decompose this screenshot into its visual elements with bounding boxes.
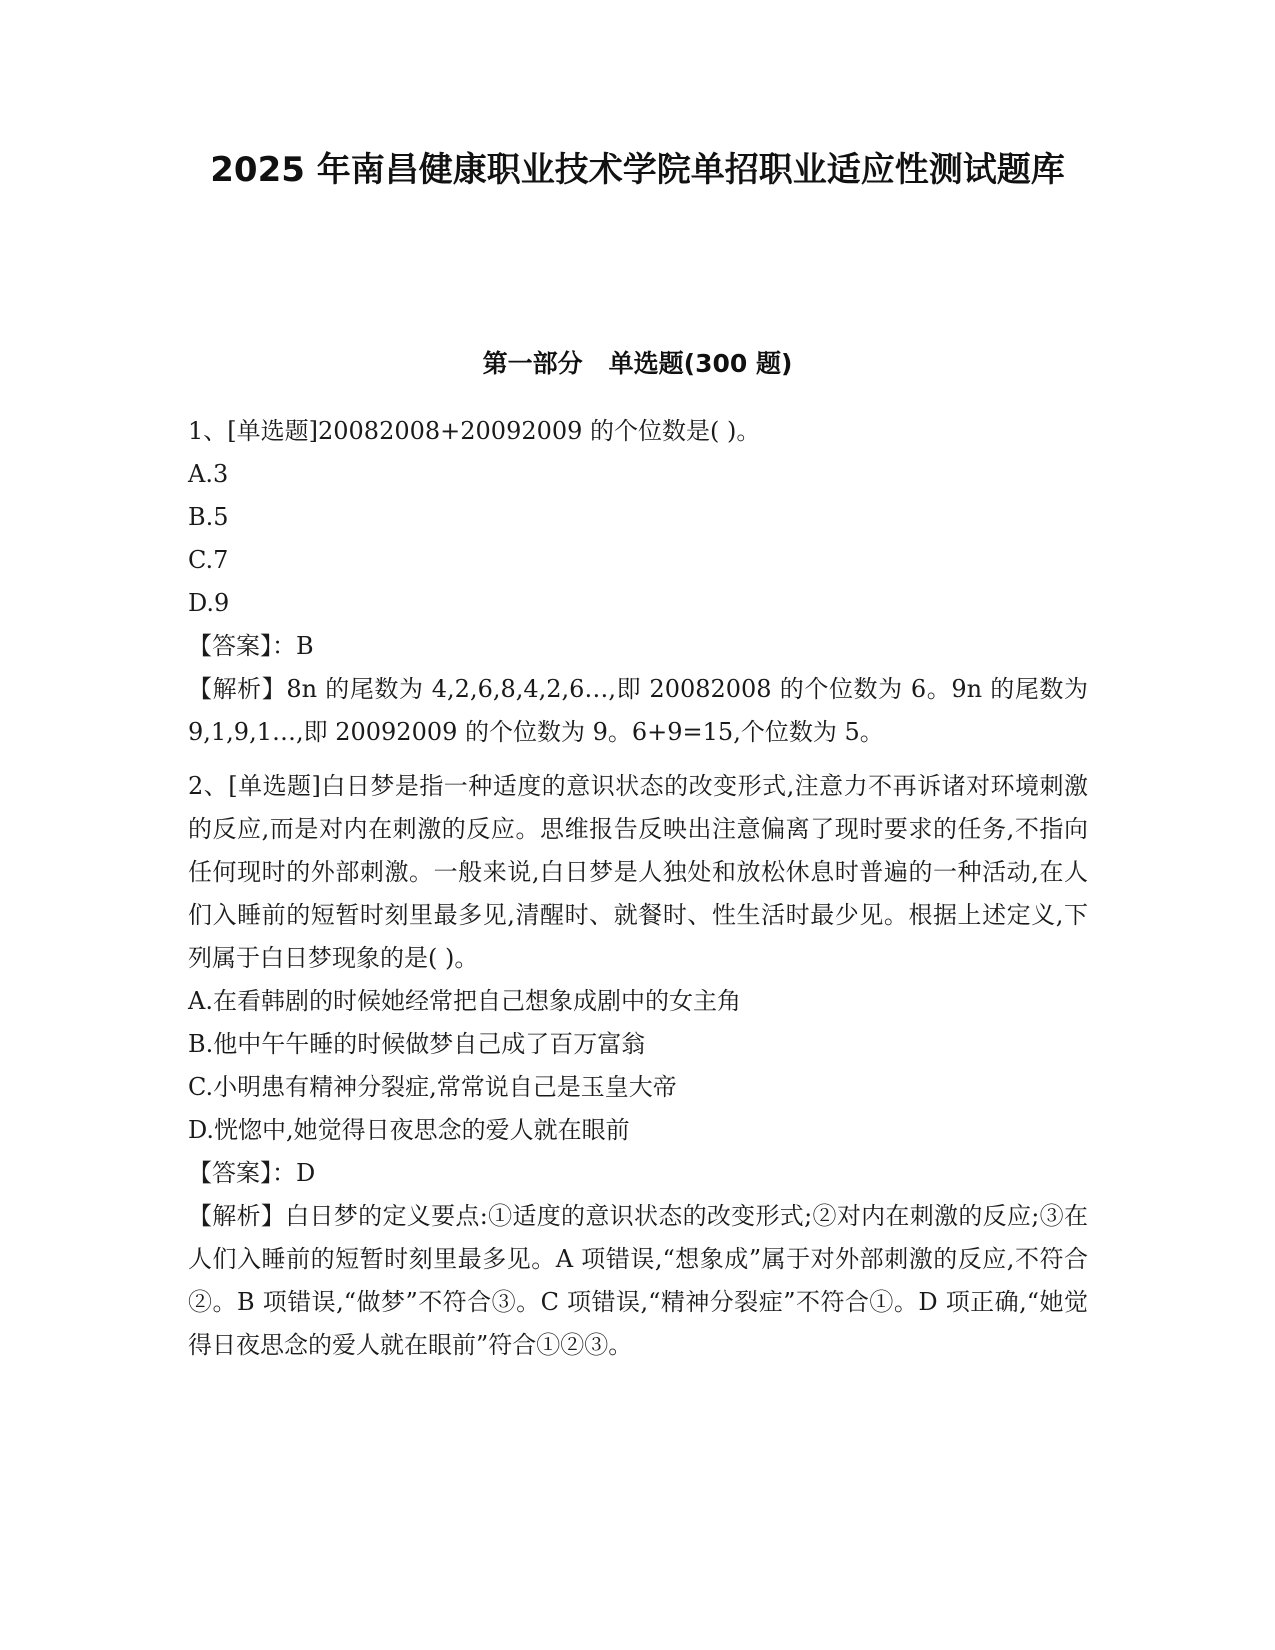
option-a: A.在看韩剧的时候她经常把自己想象成剧中的女主角 <box>188 987 741 1015</box>
answer-line: 【答案】：D <box>188 1159 316 1187</box>
section-heading: 第一部分 单选题(300 题) <box>482 349 793 378</box>
option-d: D.9 <box>188 589 230 617</box>
question-list <box>188 410 1088 1367</box>
question-item <box>188 765 1088 1367</box>
option-b: B.他中午午睡的时候做梦自己成了百万富翁 <box>188 1030 646 1058</box>
analysis-paragraph: 【解析】8n 的尾数为 4,2,6,8,4,2,6…,即 20082008 的个位数为 6。9n 的尾数为 9,1,9,1…,即 20092009 的个位数为 9。6+9=15,个位数为 5。 <box>188 675 1088 746</box>
document-title: 2025 年南昌健康职业技术学院单招职业适应性测试题库 <box>210 150 1065 190</box>
question-stem: 2、[单选题]白日梦是指一种适度的意识状态的改变形式,注意力不再诉诸对环境刺激的反应,而是对内在刺激的反应。思维报告反映出注意偏离了现时要求的任务,不指向任何现时的外部刺激。一般来说,白日梦是人独处和放松休息时普遍的一种活动,在人们入睡前的短暂时刻里最多见,清醒时、就餐时、性生活时最少见。根据上述定义,下列属于白日梦现象的是( )。 <box>188 772 1088 972</box>
option-a: A.3 <box>188 460 229 488</box>
analysis-paragraph: 【解析】白日梦的定义要点:①适度的意识状态的改变形式;②对内在刺激的反应;③在人们入睡前的短暂时刻里最多见。A 项错误,“想象成”属于对外部刺激的反应,不符合②。B 项错误,“做梦”不符合③。C 项错误,“精神分裂症”不符合①。D 项正确,“她觉得日夜思念的爱人就在眼前”符合①②③。 <box>188 1202 1088 1359</box>
option-b: B.5 <box>188 503 229 531</box>
answer-line: 【答案】：B <box>188 632 314 660</box>
option-c: C.小明患有精神分裂症,常常说自己是玉皇大帝 <box>188 1073 677 1101</box>
question-stem: 1、[单选题]20082008+20092009 的个位数是( )。 <box>188 417 761 445</box>
option-c: C.7 <box>188 546 229 574</box>
question-item <box>188 410 1088 754</box>
option-d: D.恍惚中,她觉得日夜思念的爱人就在眼前 <box>188 1116 630 1144</box>
